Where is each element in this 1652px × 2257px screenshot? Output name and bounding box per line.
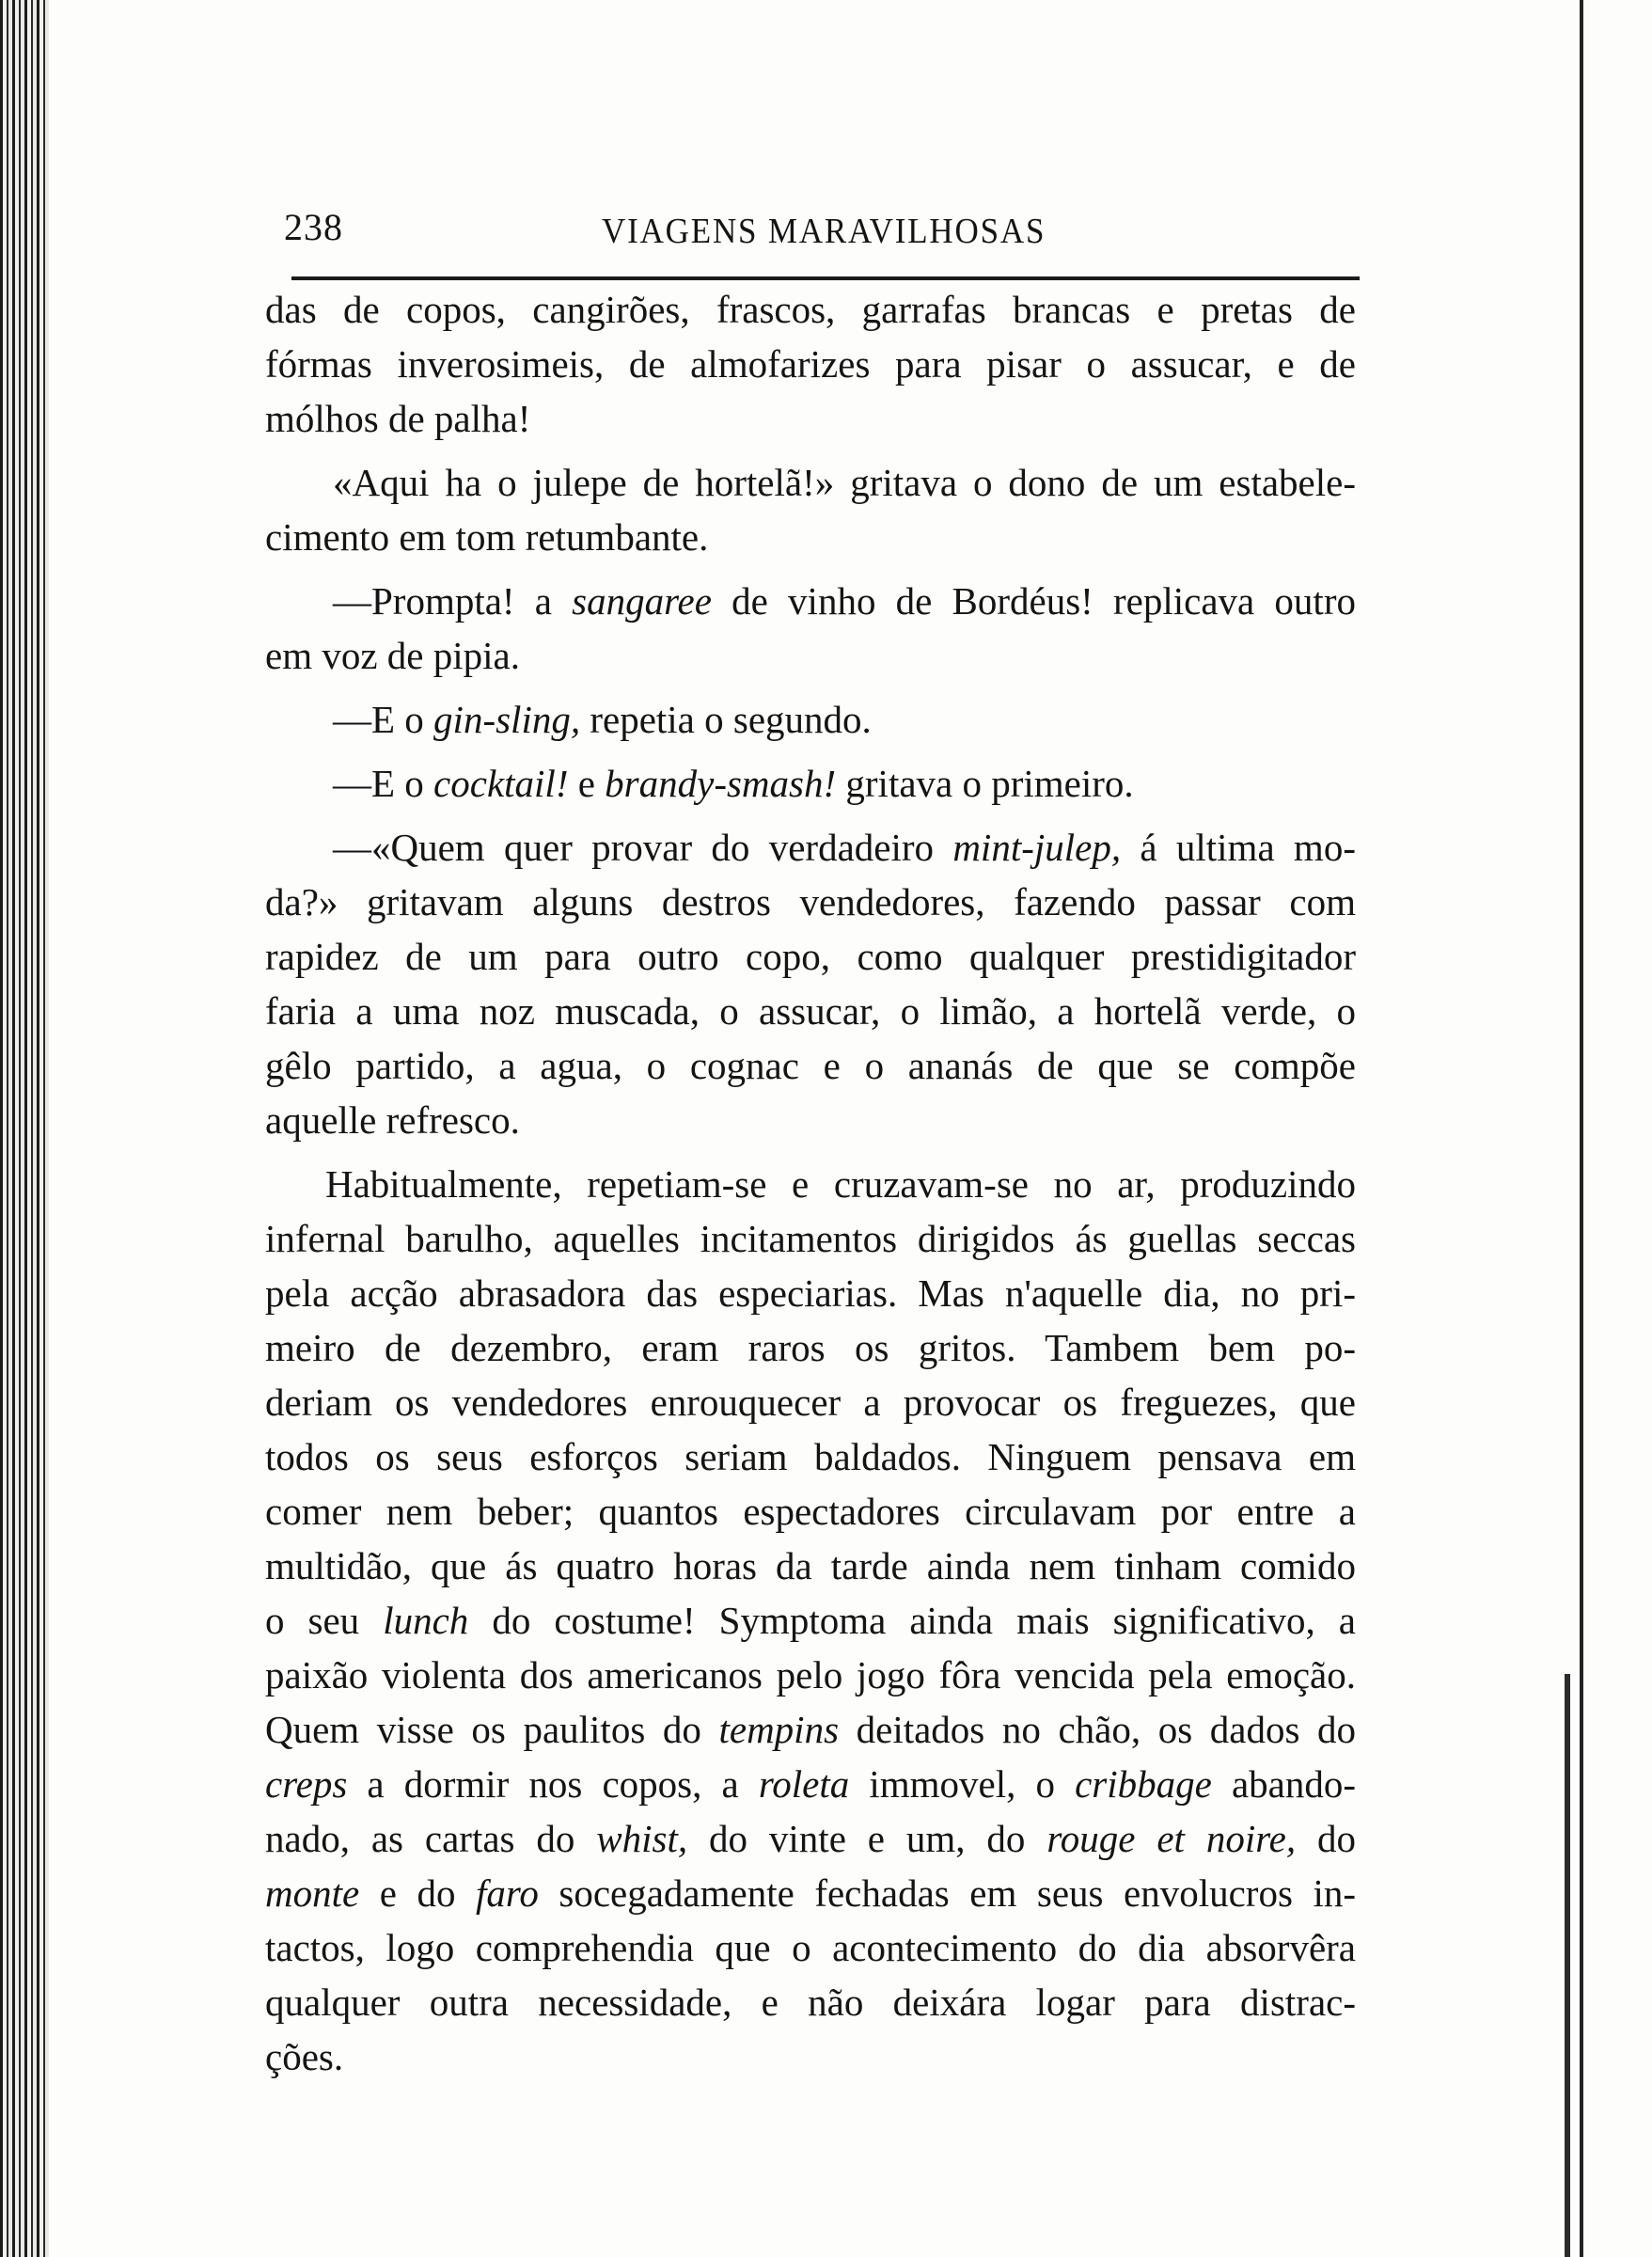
page-number: 238 <box>284 206 343 248</box>
header-rule <box>291 276 1360 280</box>
page-edge-right <box>1580 0 1583 2257</box>
text-line: aquelle refresco. <box>265 1098 520 1142</box>
text-line: rapidez de um para outro copo, como qualquer prestidigitador <box>265 935 1356 978</box>
text-line: —E o cocktail! e brandy-smash! gritava o primeiro. <box>333 762 1134 805</box>
text-line: Habitualmente, repetiam-se e cruzavam-se no ar, produzindo <box>325 1162 1356 1206</box>
text-line: «Aqui ha o julepe de hortelã!» gritava o dono de um estabele- <box>333 461 1356 504</box>
text-line: faria a uma noz muscada, o assucar, o limão, a hortelã verde, o <box>265 989 1356 1033</box>
text-line: mólhos de palha! <box>265 397 531 440</box>
text-line: infernal barulho, aquelles incitamentos dirigidos ás guellas seccas <box>265 1217 1356 1260</box>
text-line: gêlo partido, a agua, o cognac e o ananás de que se compõe <box>265 1044 1356 1087</box>
text-line: multidão, que ás quatro horas da tarde ainda nem tinham comido <box>265 1544 1356 1587</box>
text-line: creps a dormir nos copos, a roleta immovel, o cribbage abando- <box>265 1762 1356 1806</box>
text-line: paixão violenta dos americanos pelo jogo fôra vencida pela emoção. <box>265 1653 1356 1697</box>
text-line: o seu lunch do costume! Symptoma ainda mais significativo, a <box>265 1599 1356 1642</box>
text-line: das de copos, cangirões, frascos, garrafas brancas e pretas de <box>265 288 1356 331</box>
text-line: qualquer outra necessidade, e não deixára logar para distrac- <box>265 1981 1356 2024</box>
text-line: comer nem beber; quantos espectadores circulavam por entre a <box>265 1490 1356 1533</box>
text-line: da?» gritavam alguns destros vendedores, fazendo passar com <box>265 880 1356 923</box>
text-line: meiro de dezembro, eram raros os gritos. Tambem bem po- <box>265 1326 1356 1369</box>
text-line: monte e do faro socegadamente fechadas em seus envolucros in- <box>265 1871 1356 1915</box>
text-line: —Prompta! a sangaree de vinho de Bordéus! replicava outro <box>333 579 1356 623</box>
running-title: VIAGENS MARAVILHOSAS <box>602 212 1046 251</box>
text-line: —E o gin-sling, repetia o segundo. <box>333 698 872 741</box>
text-line: nado, as cartas do whist, do vinte e um, do rouge et noire, do <box>265 1817 1356 1860</box>
text-line: Quem visse os paulitos do tempins deitados no chão, os dados do <box>265 1708 1356 1751</box>
text-line: deriam os vendedores enrouquecer a provocar os freguezes, que <box>265 1381 1356 1424</box>
text-line: ções. <box>265 2035 344 2078</box>
page-edge-shadow <box>1565 1674 1570 2257</box>
text-line: pela acção abrasadora das especiarias. Mas n'aquelle dia, no pri- <box>265 1271 1356 1315</box>
text-line: —«Quem quer provar do verdadeiro mint-julep, á ultima mo- <box>333 826 1356 869</box>
text-line: fórmas inverosimeis, de almofarizes para pisar o assucar, e de <box>265 342 1356 386</box>
text-line: tactos, logo comprehendia que o acontecimento do dia absorvêra <box>265 1926 1356 1969</box>
text-line: cimento em tom retumbante. <box>265 515 709 559</box>
text-line: todos os seus esforços seriam baldados. Ninguem pensava em <box>265 1435 1356 1478</box>
page-header <box>284 188 1356 269</box>
book-binding-edge <box>0 0 49 2257</box>
text-line: em voz de pipia. <box>265 634 520 677</box>
body-text <box>265 282 1356 2084</box>
